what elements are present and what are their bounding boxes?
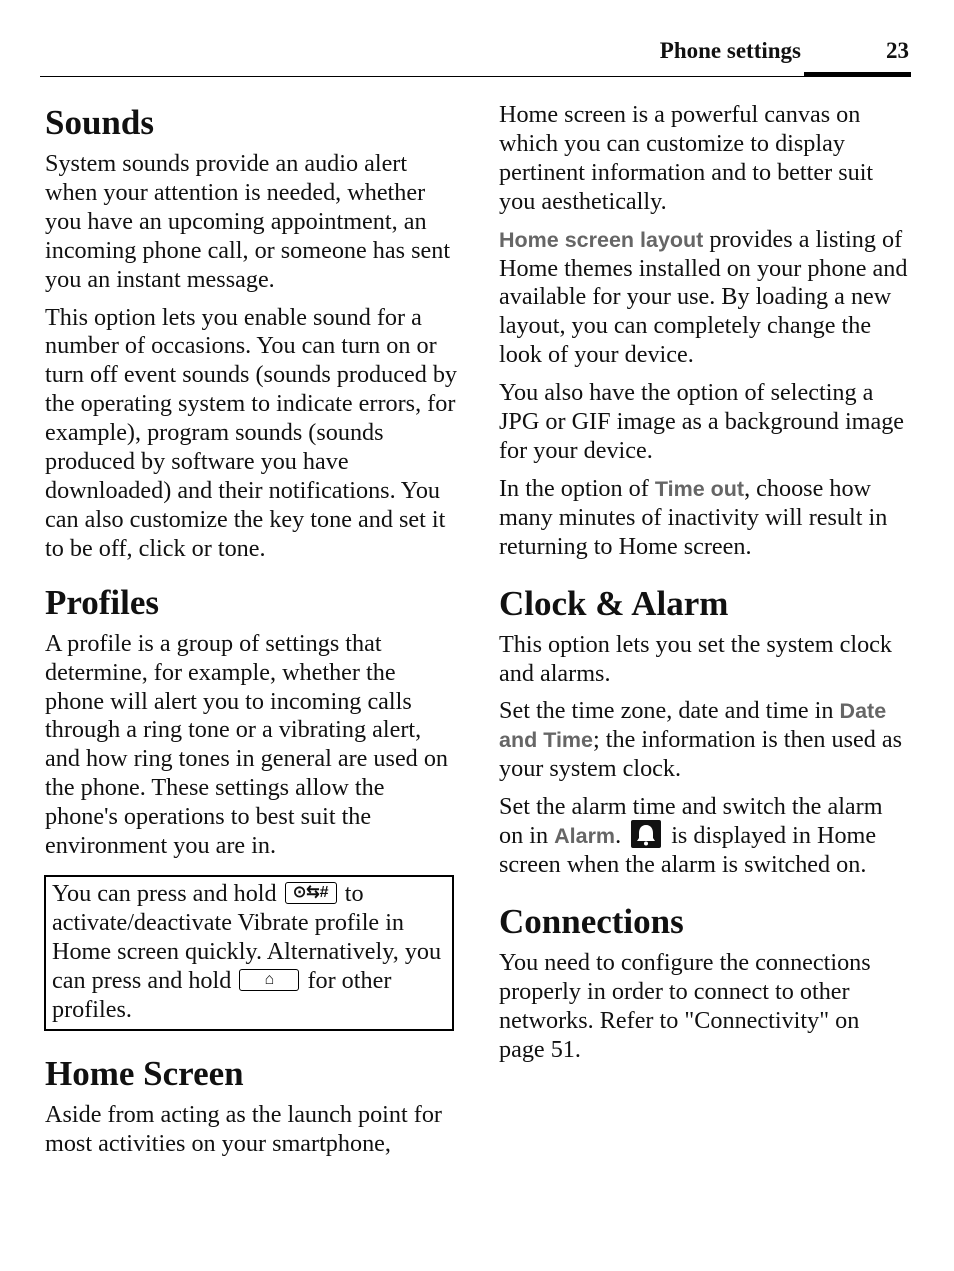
page-number: 23 (886, 38, 909, 63)
heading-connections: Connections (499, 902, 684, 942)
running-header-title: Phone settings (659, 38, 801, 63)
time-out-paragraph (499, 475, 909, 562)
home-screen-layout-text: provides a listing of Home themes installed on your phone and available for your use. By loading a new layout, you can completely change the look of your device. (499, 225, 908, 369)
header-rule (40, 76, 911, 77)
home-screen-layout-label: Home screen layout (499, 227, 704, 252)
left-column (45, 100, 460, 1159)
clock-paragraph-3 (499, 793, 909, 880)
tip-note-text (52, 880, 446, 1025)
heading-sounds: Sounds (45, 103, 154, 142)
note-text-1: You can press and hold (52, 879, 277, 907)
date-and-time-label: Date and Time (499, 699, 887, 753)
clock-paragraph-1: This option lets you set the system clock and alarms. (499, 630, 892, 687)
connections-paragraph-1: You need to configure the connections properly in order to connect to other networks. Refer to "Connectivity" on page 51. (499, 949, 871, 1064)
home-screen-paragraph-1: Aside from acting as the launch point for most activities on your smartphone, (45, 1101, 442, 1158)
sounds-paragraph-2: This option lets you enable sound for a number of occasions. You can turn on or turn off event sounds (sounds produced by the operating system to indicate errors, for example), program sounds (sounds produced by software you have downloaded) and their notifications. You can also customize the key tone and set it to be off, click or tone. (45, 303, 458, 562)
heading-home-screen: Home Screen (45, 1054, 244, 1094)
home-key-icon: ⌂ (239, 969, 299, 991)
date-time-text-b: ; the information is then used as your system clock. (499, 726, 903, 783)
home-screen-layout-paragraph (499, 226, 909, 371)
time-out-label: Time out (654, 476, 745, 501)
clock-paragraph-2 (499, 697, 909, 784)
date-time-text-a: Set the time zone, date and time in (499, 697, 840, 725)
page-header (40, 36, 911, 80)
header-tab-rule (804, 72, 911, 77)
star-hash-key-icon: ⊙⇆# (285, 882, 337, 904)
alarm-text-a: Set the alarm time and switch the alarm on in (499, 793, 883, 850)
profiles-paragraph-1: A profile is a group of settings that determine, for example, whether the phone will alert you to incoming calls through a ring tone or a vibrating alert, and how ring tones in general are used on the phone. These settings allow the phone's operations to best suit the environment you are in. (45, 629, 449, 860)
heading-profiles: Profiles (45, 582, 160, 622)
background-image-paragraph: You also have the option of selecting a JPG or GIF image as a background image for your device. (499, 379, 905, 464)
tip-note-box (44, 875, 454, 1032)
note-text-3: for other profiles. (52, 966, 392, 1023)
time-out-text-b: , choose how many minutes of inactivity will result in returning to Home screen. (499, 474, 888, 560)
bell-icon (631, 820, 661, 848)
alarm-text-b: . (615, 822, 622, 850)
alarm-text-c: is displayed in Home screen when the alarm is switched on. (499, 822, 877, 879)
alarm-label: Alarm (554, 824, 616, 849)
home-screen-paragraph-2: Home screen is a powerful canvas on which you can customize to display pertinent information and to better suit you aesthetically. (499, 101, 874, 215)
time-out-text-a: In the option of (499, 474, 655, 502)
heading-clock-alarm: Clock & Alarm (499, 583, 729, 623)
right-column (499, 101, 909, 1065)
note-text-2: to activate/deactivate Vibrate profile in Home screen quickly. Alternatively, you can press and hold (52, 879, 442, 994)
sounds-paragraph-1: System sounds provide an audio alert when your attention is needed, whether you have an upcoming appointment, an incoming phone call, or someone has sent you an instant message. (45, 150, 451, 293)
